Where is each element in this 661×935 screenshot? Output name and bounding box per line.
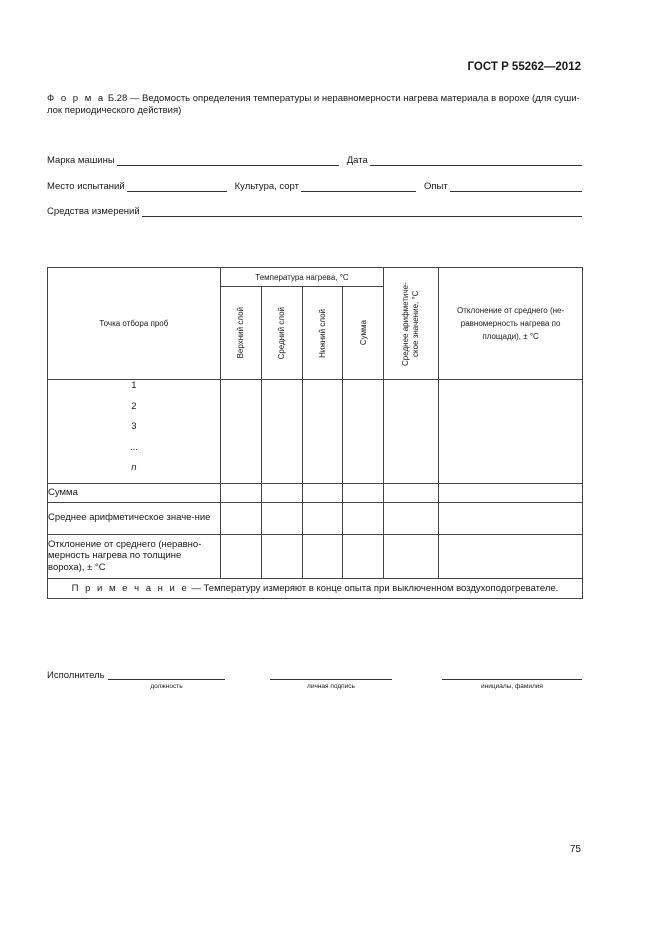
signature-field[interactable] [270, 670, 392, 680]
cell[interactable] [343, 502, 384, 534]
page-number: 75 [569, 844, 581, 855]
header-temp-group: Температура нагрева, °С [220, 268, 384, 287]
cell[interactable] [343, 483, 384, 502]
row-sum-label: Сумма [48, 483, 221, 502]
table-note [48, 578, 583, 598]
header-lower-layer: Нижний слой [302, 287, 343, 380]
header-sum: Сумма [343, 287, 384, 380]
field-row-machine [47, 155, 582, 166]
name-caption: инициалы, фамилия [481, 683, 543, 690]
field-row-instruments [47, 206, 582, 217]
point-label: 2 [131, 400, 137, 412]
cell[interactable] [439, 502, 583, 534]
place-label: Место испытаний [47, 181, 125, 192]
position-field[interactable] [108, 670, 225, 680]
form-prefix: Ф о р м а [47, 93, 106, 104]
point-label: ... [129, 441, 138, 453]
machine-field[interactable] [117, 155, 339, 166]
point-label: n [131, 462, 137, 473]
point-label: 1 [131, 380, 137, 391]
header-upper-layer: Верхний слой [220, 287, 261, 380]
crop-field[interactable] [301, 181, 416, 192]
table-row [48, 483, 583, 502]
cell[interactable] [343, 534, 384, 578]
note-text: — Температуру измеряют в конце опыта при выключенном воздухоподогревателе. [188, 582, 559, 594]
cell[interactable] [384, 483, 439, 502]
header-deviation: Отклонение от среднего (не-равномерность нагрева по площади), ± °С [439, 268, 583, 380]
note-prefix: П р и м е ч а н и е [71, 582, 189, 594]
cell[interactable] [261, 534, 302, 578]
date-field[interactable] [370, 155, 582, 166]
cell[interactable] [302, 502, 343, 534]
table-row [48, 534, 583, 578]
row-deviation-label: Отклонение от среднего (неравно-мерность нагрева по толщине вороха), ± °С [48, 534, 221, 578]
form-title-text: Б.28 — Ведомость определения температуры и неравномерности нагрева материала в ворохе (для суши-лок периодического действия) [47, 93, 580, 116]
temperature-table [47, 267, 583, 599]
table-row [48, 578, 583, 598]
signature-caption: личная подпись [307, 683, 355, 690]
cell[interactable] [302, 483, 343, 502]
cell[interactable] [343, 380, 384, 484]
cell[interactable] [261, 380, 302, 484]
machine-label: Марка машины [47, 155, 115, 166]
cell[interactable] [384, 534, 439, 578]
table-row [48, 502, 583, 534]
header-mean: Среднее арифметиче-ское значение, °С [384, 268, 439, 380]
cell[interactable] [220, 380, 261, 484]
executor-label: Исполнитель [47, 670, 105, 681]
cell[interactable] [439, 534, 583, 578]
place-field[interactable] [127, 181, 227, 192]
point-label: 3 [131, 421, 137, 432]
cell[interactable] [220, 502, 261, 534]
table-row [48, 380, 583, 484]
standard-number: ГОСТ Р 55262—2012 [467, 61, 581, 73]
name-field[interactable] [442, 670, 582, 680]
trial-field[interactable] [450, 181, 582, 192]
row-mean-label: Среднее арифметическое значе-ние [48, 502, 221, 534]
header-middle-layer: Средний слой [261, 287, 302, 380]
cell[interactable] [384, 502, 439, 534]
cell[interactable] [302, 380, 343, 484]
cell[interactable] [302, 534, 343, 578]
cell[interactable] [384, 380, 439, 484]
cell[interactable] [261, 502, 302, 534]
date-label: Дата [346, 155, 368, 166]
form-title [47, 93, 582, 117]
cell[interactable] [439, 380, 583, 484]
instruments-field[interactable] [142, 206, 582, 217]
header-point: Точка отбора проб [48, 268, 221, 380]
crop-label: Культура, сорт [234, 181, 299, 192]
position-caption: должность [150, 683, 183, 690]
instruments-label: Средства измерений [47, 206, 140, 217]
field-row-place [47, 181, 582, 192]
cell[interactable] [439, 483, 583, 502]
trial-label: Опыт [423, 181, 448, 192]
cell[interactable] [261, 483, 302, 502]
point-labels [48, 380, 221, 484]
cell[interactable] [220, 483, 261, 502]
cell[interactable] [220, 534, 261, 578]
